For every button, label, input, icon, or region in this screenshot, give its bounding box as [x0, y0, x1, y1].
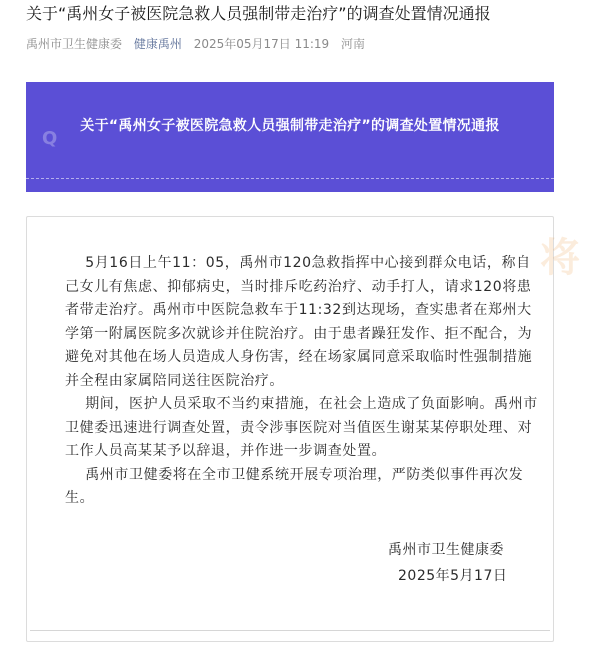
notice-line: 卫健委迅速进行调查处置，责令涉事医院对当值医生谢某某停职处理、对 — [65, 419, 533, 436]
meta-location: 河南 — [341, 37, 366, 51]
banner-title: 关于“禹州女子被医院急救人员强制带走治疗”的调查处置情况通报 — [80, 118, 500, 134]
banner-image — [26, 82, 554, 192]
notice-body — [65, 252, 538, 511]
notice-line: 者带走治疗。禹州市中医院急救车于11:32到达现场，查实患者在郑州大 — [65, 302, 532, 318]
notice-line: 工作人员高某某予以辞退，并作进一步调查处置。 — [65, 443, 387, 459]
notice-date: 2025年5月17日 — [398, 568, 508, 584]
meta-source: 禹州市卫生健康委 — [26, 37, 123, 51]
meta-account-link[interactable]: 健康禹州 — [133, 37, 182, 51]
meta-datetime: 2025年05月17日 11:19 — [193, 37, 330, 51]
article-meta — [26, 36, 373, 52]
notice-line: 己女儿有焦虑、抑郁病史，当时排斥吃药治疗、动手打人，请求120将患 — [65, 278, 532, 295]
watermark-decoration: 将 — [540, 235, 580, 281]
notice-line: 学第一附属医院多次就诊并住院治疗。由于患者躁狂发作、拒不配合，为 — [65, 325, 533, 342]
notice-line: 并全程由家属陪同送往医院治疗。 — [65, 372, 284, 389]
banner-quote-mark-icon: Q — [42, 128, 58, 149]
notice-line: 生。 — [65, 490, 95, 506]
notice-line: 5月16日上午11：05，禹州市120急救指挥中心接到群众电话，称自 — [65, 255, 531, 271]
notice-line: 避免对其他在场人员造成人身伤害，经在场家属同意采取临时性强制措施 — [65, 349, 533, 365]
notice-signature: 禹州市卫生健康委 — [388, 542, 504, 558]
banner-dashed-divider — [26, 178, 554, 179]
letter-divider — [30, 630, 550, 631]
notice-line: 期间，医护人员采取不当约束措施，在社会上造成了负面影响。禹州市 — [65, 396, 538, 412]
article-headline: 关于“禹州女子被医院急救人员强制带走治疗”的调查处置情况通报 — [26, 4, 491, 23]
notice-line: 禹州市卫健委将在全市卫健系统开展专项治理，严防类似事件再次发 — [65, 466, 524, 483]
